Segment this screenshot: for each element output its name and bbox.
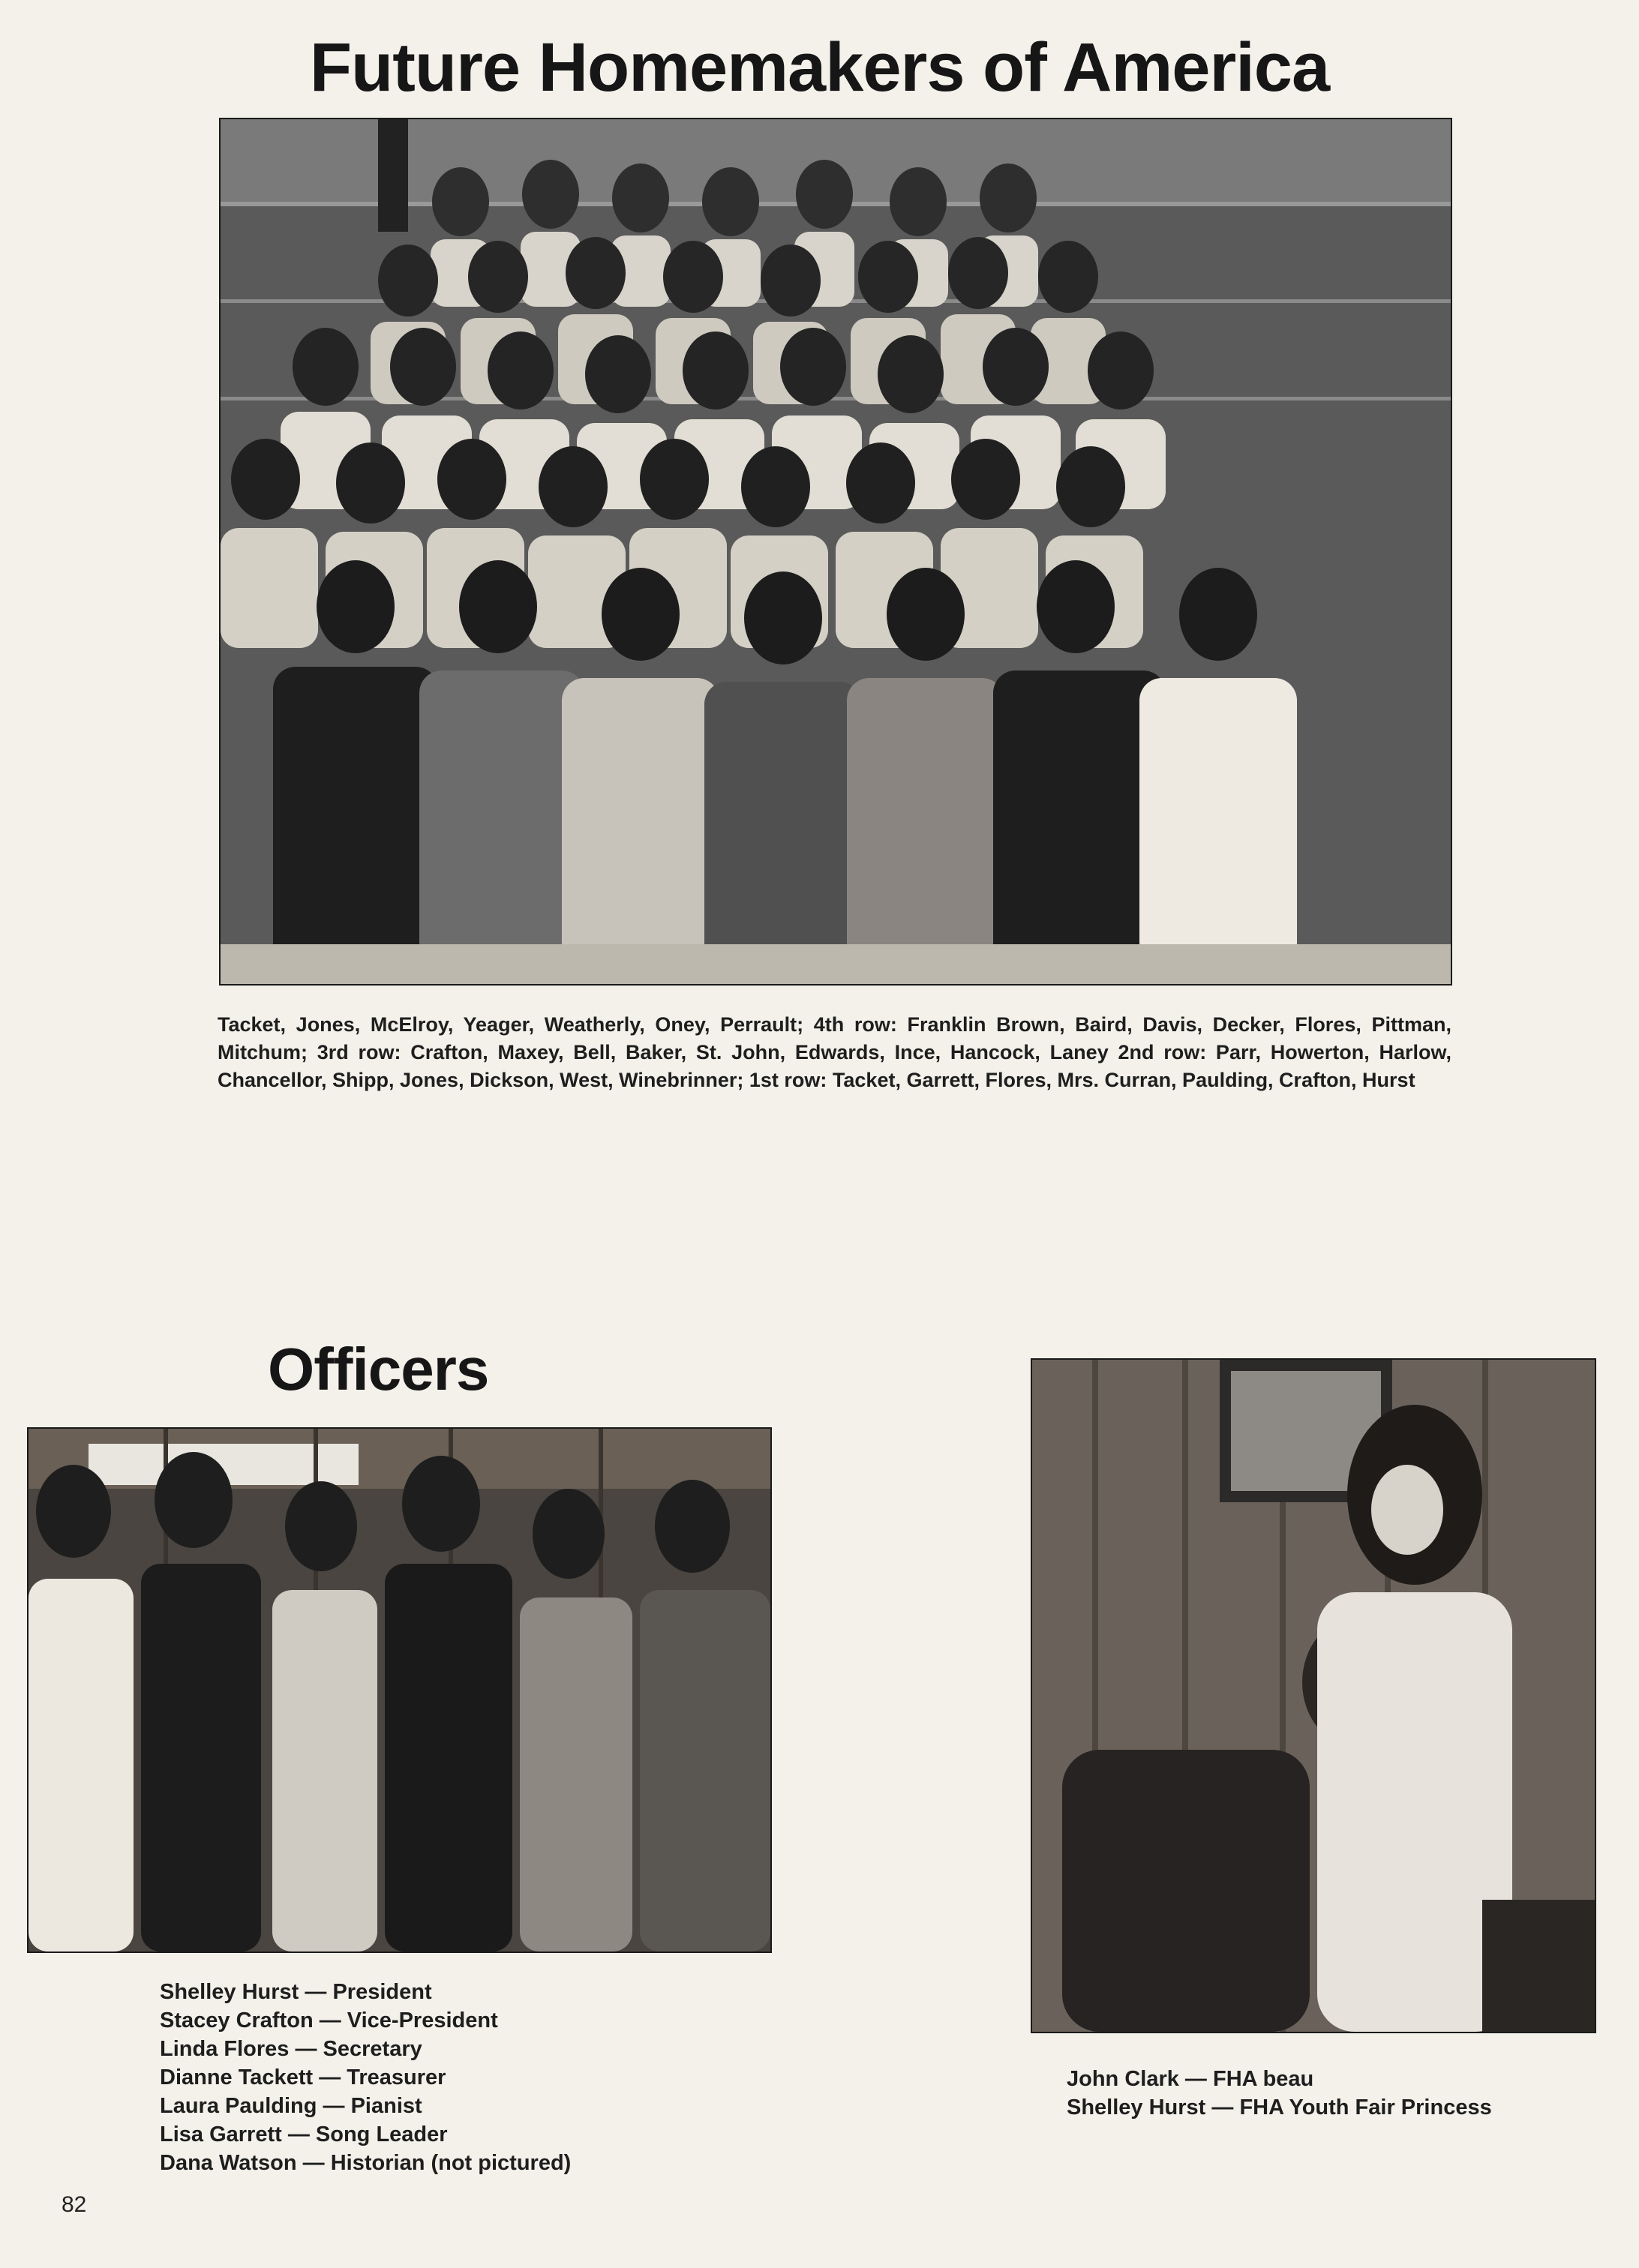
- fha-beau: John Clark — FHA beau: [1067, 2067, 1314, 2091]
- fha-princess: Shelley Hurst — FHA Youth Fair Princess: [1067, 2096, 1492, 2120]
- officer-treasurer: Dianne Tackett — Treasurer: [160, 2066, 446, 2090]
- officer-pianist: Laura Paulding — Pianist: [160, 2094, 422, 2118]
- officer-song-leader: Lisa Garrett — Song Leader: [160, 2122, 448, 2146]
- beau-princess-list: [1067, 2065, 1492, 2122]
- officer-secretary: Linda Flores — Secretary: [160, 2037, 422, 2061]
- officers-list: [160, 1978, 571, 2177]
- officer-vice-president: Stacey Crafton — Vice-President: [160, 2008, 498, 2032]
- officers-photo-image: [29, 1429, 770, 1952]
- page-title: Future Homemakers of America: [309, 29, 1330, 106]
- group-photo-caption: Tacket, Jones, McElroy, Yeager, Weatherly, Oney, Perrault; 4th row: Franklin Brown, Baird, Davis, Decker, Flores, Pittman, Mitchum; 3rd row: Crafton, Maxey, Bell, Baker, St. John, Edwards, Ince, Hancock, Laney 2nd row: Parr, Howerton, Harlow, Chancellor, Shipp, Jones, Dickson, West, Winebrinner; 1st row: Tacket, Garrett, Flores, Mrs. Curran, Paulding, Crafton, Hurst: [218, 1013, 1451, 1091]
- officers-heading: Officers: [268, 1336, 489, 1402]
- officer-president: Shelley Hurst — President: [160, 1980, 432, 2004]
- officer-historian: Dana Watson — Historian (not pictured): [160, 2151, 572, 2175]
- group-photo: [219, 118, 1452, 986]
- officers-photo: [27, 1427, 772, 1953]
- group-photo-image: [221, 119, 1451, 984]
- page-number: 82: [62, 2192, 87, 2217]
- beau-princess-photo: [1031, 1358, 1596, 2033]
- beau-princess-photo-image: [1032, 1360, 1595, 2032]
